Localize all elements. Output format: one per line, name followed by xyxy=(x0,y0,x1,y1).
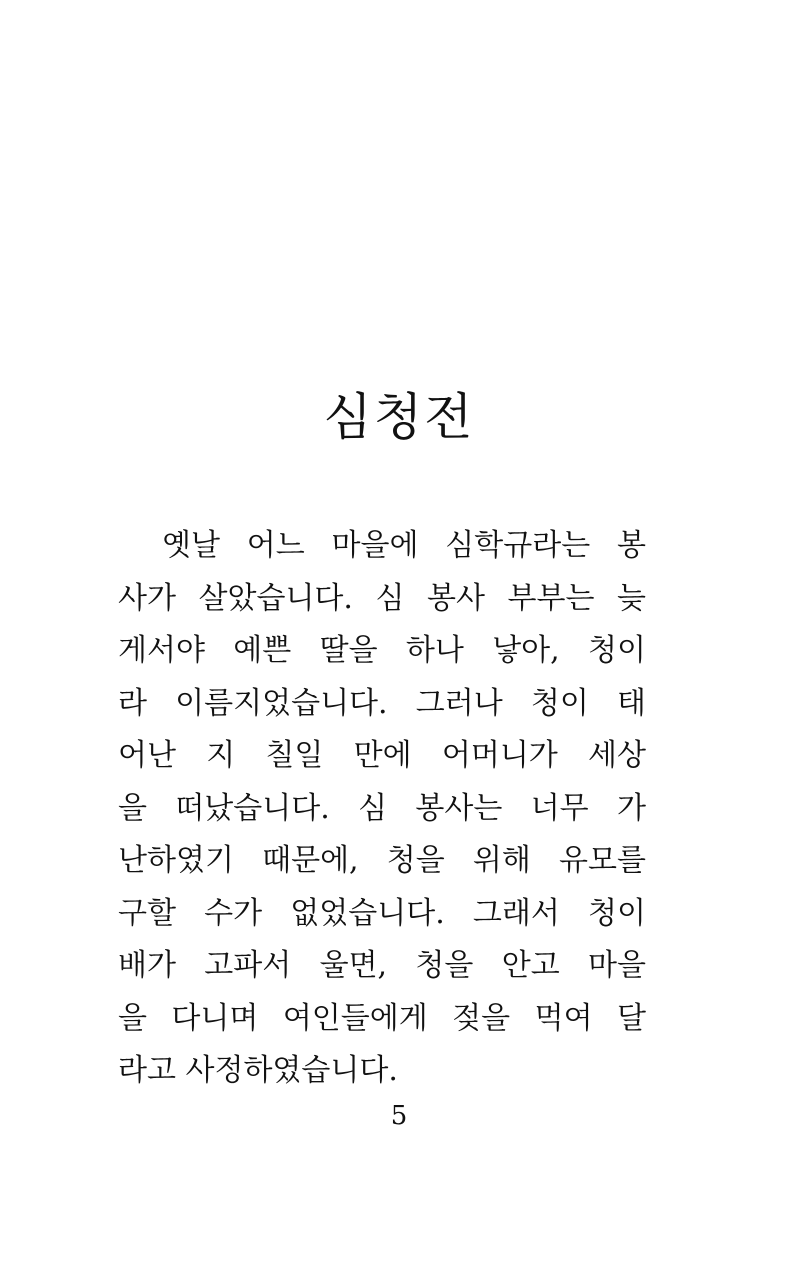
text-line: 사가 살았습니다. 심 봉사 부부는 늦 xyxy=(118,580,646,616)
text-line: 라 이름지었습니다. 그러나 청이 태 xyxy=(118,685,646,721)
chapter-title: 심청전 xyxy=(323,388,475,446)
text-line: 옛날 어느 마을에 심학규라는 봉 xyxy=(162,528,646,563)
text-line: 을 떠났습니다. 심 봉사는 너무 가 xyxy=(118,790,646,826)
text-line: 어난 지 칠일 만에 어머니가 세상 xyxy=(118,738,646,773)
page-number: 5 xyxy=(390,1101,408,1131)
text-line: 구할 수가 없었습니다. 그래서 청이 xyxy=(118,895,646,931)
text-line: 배가 고파서 울면, 청을 안고 마을 xyxy=(118,948,646,983)
text-line: 을 다니며 여인들에게 젖을 먹여 달 xyxy=(118,1000,646,1036)
text-line: 난하였기 때문에, 청을 위해 유모를 xyxy=(118,843,646,878)
body-paragraph xyxy=(118,520,646,1098)
text-line: 라고 사정하였습니다. xyxy=(118,1053,398,1088)
text-line: 게서야 예쁜 딸을 하나 낳아, 청이 xyxy=(118,633,646,668)
